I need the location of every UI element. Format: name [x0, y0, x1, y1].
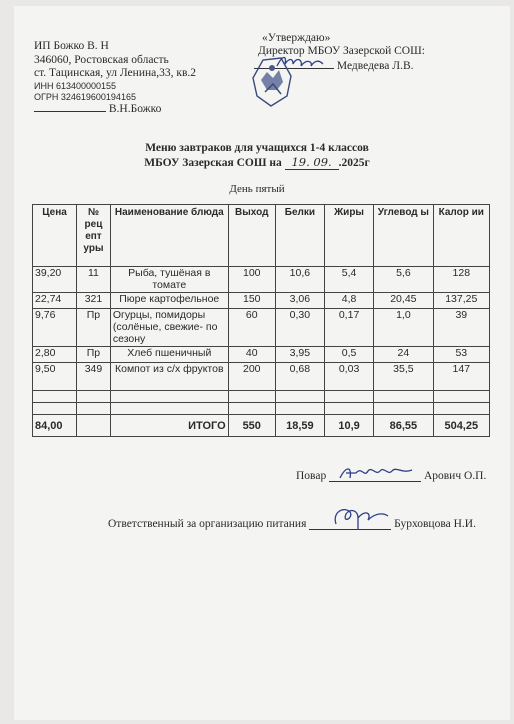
total-price: 84,00 [33, 415, 77, 437]
col-header-price: Цена [33, 205, 77, 267]
cell-price: 9,76 [33, 309, 77, 347]
approver-position: Директор МБОУ Зазерской СОШ: [258, 45, 425, 57]
director-signature [275, 52, 325, 72]
approval-title: «Утверждаю» [262, 32, 331, 44]
cell-calories: 128 [433, 267, 489, 293]
total-output: 550 [228, 415, 275, 437]
cell-calories: 147 [433, 363, 489, 391]
cell-proteins: 0,68 [275, 363, 324, 391]
cell-proteins: 10,6 [275, 267, 324, 293]
cell-recipe: 11 [77, 267, 111, 293]
cell-carbs: 35,5 [374, 363, 433, 391]
cell-price: 22,74 [33, 293, 77, 309]
col-header-proteins: Белки [275, 205, 324, 267]
col-header-recipe: № рец епт уры [77, 205, 111, 267]
cell-dish: Рыба, тушёная в томате [110, 267, 228, 293]
cell-output: 40 [228, 347, 275, 363]
table-header-row [33, 205, 490, 267]
table-row [33, 267, 490, 293]
total-calories: 504,25 [433, 415, 489, 437]
cell-dish: Огурцы, помидоры (солёные, свежие- по сезону [110, 309, 228, 347]
empty-row [33, 391, 490, 403]
table-row [33, 309, 490, 347]
cell-price: 9,50 [33, 363, 77, 391]
total-carbs: 86,55 [374, 415, 433, 437]
empty-row [33, 403, 490, 415]
cell-fats: 4,8 [324, 293, 373, 309]
cell-carbs: 20,45 [374, 293, 433, 309]
cell-fats: 5,4 [324, 267, 373, 293]
col-header-dish: Наименование блюда [110, 205, 228, 267]
total-proteins: 18,59 [275, 415, 324, 437]
cell-output: 60 [228, 309, 275, 347]
cell-calories: 137,25 [433, 293, 489, 309]
cell-recipe: Пр [77, 347, 111, 363]
cell-recipe: 349 [77, 363, 111, 391]
cell-recipe: Пр [77, 309, 111, 347]
total-row [33, 415, 490, 437]
responsible-label: Ответственный за организацию питания [108, 518, 307, 530]
supplier-name: ИП Божко В. Н [34, 40, 109, 52]
cell-carbs: 1,0 [374, 309, 433, 347]
supplier-signature [72, 102, 132, 116]
menu-subtitle: МБОУ Зазерская СОШ на 19. 09. .2025г [144, 155, 370, 169]
responsible-signature-line [108, 518, 476, 530]
table-row [33, 363, 490, 391]
cell-dish: Хлеб пшеничный [110, 347, 228, 363]
menu-date: 19. 09. [285, 155, 339, 170]
cell-proteins: 3,06 [275, 293, 324, 309]
cook-signature [336, 462, 416, 484]
cell-price: 39,20 [33, 267, 77, 293]
cell-calories: 53 [433, 347, 489, 363]
supplier-inn: ИНН 613400000155 [34, 80, 117, 91]
cell-dish: Компот из с/х фруктов [110, 363, 228, 391]
cook-label: Повар [296, 470, 327, 482]
cell-output: 200 [228, 363, 275, 391]
cell-fats: 0,17 [324, 309, 373, 347]
cell-dish: Пюре картофельное [110, 293, 228, 309]
total-label: ИТОГО [110, 415, 228, 437]
responsible-signature [328, 504, 392, 532]
cell-output: 150 [228, 293, 275, 309]
cell-recipe: 321 [77, 293, 111, 309]
total-fats: 10,9 [324, 415, 373, 437]
cell-output: 100 [228, 267, 275, 293]
cell-proteins: 0,30 [275, 309, 324, 347]
day-label: День пятый [229, 183, 285, 195]
table-row [33, 293, 490, 309]
cell-carbs: 24 [374, 347, 433, 363]
supplier-address-1: 346060, Ростовская область [34, 53, 169, 66]
supplier-signature-line: В.Н.Божко [34, 103, 196, 117]
cell-carbs: 5,6 [374, 267, 433, 293]
cell-fats: 0,03 [324, 363, 373, 391]
cell-proteins: 3,95 [275, 347, 324, 363]
col-header-fats: Жиры [324, 205, 373, 267]
cell-price: 2,80 [33, 347, 77, 363]
col-header-output: Выход [228, 205, 275, 267]
responsible-name: Бурховцова Н.И. [394, 518, 476, 530]
menu-table [32, 204, 490, 437]
col-header-calories: Калор ии [433, 205, 489, 267]
supplier-address-2: ст. Тацинская, ул Ленина,33, кв.2 [34, 67, 196, 79]
approver-signature-line: Медведева Л.В. [248, 60, 425, 73]
table-row [33, 347, 490, 363]
cook-name: Арович О.П. [423, 470, 487, 482]
cell-calories: 39 [433, 309, 489, 347]
supplier-ogrn: ОГРН 324619600194165 [34, 91, 136, 102]
cell-fats: 0,5 [324, 347, 373, 363]
col-header-carbs: Углевод ы [374, 205, 433, 267]
menu-title: Меню завтраков для учащихся 1-4 классов [145, 142, 369, 154]
